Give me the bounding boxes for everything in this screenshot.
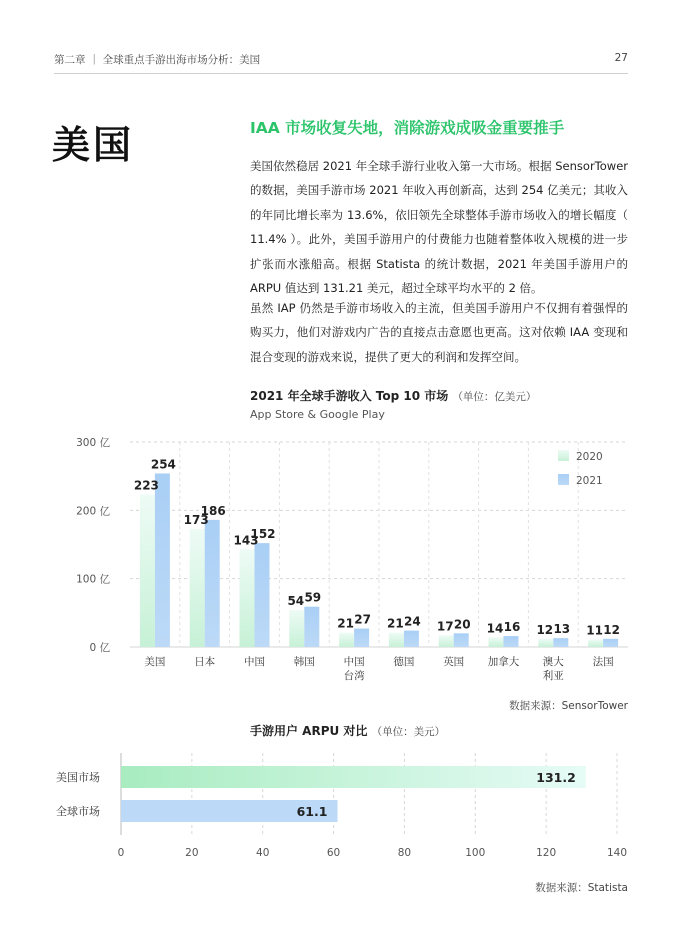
- x-tick-label: [488, 655, 520, 668]
- revenue-chart-title-text: 2021 年全球手游收入 Top 10 市场: [250, 389, 449, 403]
- x-tick-label: [344, 655, 365, 682]
- legend-label-2021: 2021: [576, 475, 603, 487]
- x-tick-label-line: 中国: [343, 656, 365, 668]
- bar-2021: [504, 636, 519, 647]
- x-tick-label-line: 台湾: [343, 670, 365, 682]
- bar-2021: [304, 607, 319, 647]
- x-tick-label: [144, 655, 165, 668]
- x-tick-label: 20: [185, 847, 199, 859]
- bar-2021: [553, 638, 568, 647]
- x-tick-label: 120: [536, 847, 557, 859]
- bar-2021: [205, 520, 220, 647]
- revenue-chart-unit: （单位：亿美元）: [452, 391, 537, 403]
- legend-swatch-2020: [558, 450, 569, 461]
- x-tick-label-line: 加拿大: [487, 656, 520, 668]
- body-paragraph-2: 虽然 IAP 仍然是手游市场收入的主流，但美国手游用户不仅拥有着强悍的购买力，他们对游戏内广告的直接点击意愿也更高。这对依赖 IAA 变现和混合变现的游戏来说，提供了更大的利润和发挥空间。: [250, 301, 628, 364]
- x-tick-label-line: 澳大: [542, 656, 564, 668]
- arpu-chart-title-text: 手游用户 ARPU 对比: [250, 724, 368, 738]
- revenue-chart-title: [250, 387, 536, 404]
- x-tick-label: [593, 655, 614, 668]
- y-tick-label: 0 亿: [89, 642, 110, 654]
- x-tick-label: [194, 655, 215, 668]
- x-tick-label: [294, 655, 315, 668]
- category-label: 全球市场: [56, 805, 100, 818]
- bar-2021: [155, 473, 170, 647]
- data-label-2021: 59: [304, 590, 322, 605]
- x-tick-label-line: 利亚: [542, 670, 564, 682]
- bar-2021: [454, 633, 469, 647]
- x-tick-label: 80: [397, 847, 412, 859]
- data-label-2020: 223: [133, 478, 159, 493]
- data-label-2021: 27: [354, 612, 371, 627]
- bar-2020: [389, 633, 404, 647]
- legend-label-2020: 2020: [576, 451, 603, 463]
- x-tick-label: [244, 655, 265, 668]
- arpu-chart-unit: （单位：美元）: [371, 726, 446, 738]
- data-label-2021: 20: [453, 617, 471, 632]
- category-label: 美国市场: [56, 771, 100, 784]
- data-label-2020: 21: [387, 616, 404, 631]
- bar-2021: [603, 639, 618, 647]
- bar-2020: [190, 529, 205, 647]
- bar-2020: [439, 635, 454, 647]
- x-tick-label: 0: [117, 847, 125, 859]
- bar-2020: [588, 639, 603, 647]
- data-label-2020: 54: [287, 594, 305, 609]
- data-label-2021: 24: [404, 614, 421, 629]
- x-tick-label-line: 美国: [144, 656, 166, 668]
- revenue-chart-subtitle: App Store & Google Play: [250, 408, 385, 421]
- data-label-2020: 143: [233, 533, 259, 548]
- page-title: 美国: [52, 123, 135, 167]
- x-tick-label: 100: [465, 847, 486, 859]
- data-label-2020: 173: [183, 512, 209, 527]
- revenue-bar-chart: [40, 428, 640, 688]
- data-label-2020: 11: [586, 623, 603, 638]
- bar-2020: [538, 639, 553, 647]
- data-label-2021: 186: [200, 503, 226, 518]
- x-tick-label-line: 德国: [393, 656, 415, 668]
- data-label-2021: 254: [150, 457, 176, 472]
- data-label-2021: 16: [503, 620, 521, 635]
- x-tick-label-line: 日本: [194, 656, 216, 668]
- bar-2020: [489, 637, 504, 647]
- data-label-2020: 12: [536, 622, 554, 637]
- page-header: [54, 52, 628, 66]
- legend-swatch-2021: [558, 474, 569, 485]
- x-tick-label: [543, 655, 564, 682]
- bar-2020: [289, 610, 304, 647]
- x-tick-label: [443, 655, 464, 668]
- bar-2020: [339, 633, 354, 647]
- x-tick-label: [393, 655, 414, 668]
- arpu-bar-chart: [40, 745, 640, 870]
- x-tick-label: 140: [606, 847, 628, 859]
- data-label-2020: 21: [337, 616, 354, 631]
- x-tick-label: 60: [326, 847, 341, 859]
- bar-2020: [140, 495, 155, 647]
- x-tick-label-line: 法国: [592, 656, 614, 668]
- x-tick-label-line: 中国: [244, 656, 265, 668]
- section-subtitle: IAA 市场收复失地，消除游戏成吸金重要推手: [250, 119, 565, 137]
- bar-2020: [240, 549, 255, 647]
- x-tick-label-line: 英国: [443, 656, 465, 668]
- bar-2021: [255, 543, 270, 647]
- page-number: 27: [614, 52, 628, 64]
- y-tick-label: 300 亿: [76, 437, 110, 449]
- revenue-chart-source: 数据来源：SensorTower: [509, 700, 628, 712]
- arpu-bar: [121, 766, 586, 788]
- y-tick-label: 200 亿: [76, 505, 110, 518]
- x-tick-label-line: 韩国: [293, 656, 315, 668]
- data-label-2020: 14: [486, 621, 504, 636]
- arpu-chart-source: 数据来源：Statista: [535, 882, 628, 894]
- data-label-2021: 13: [553, 622, 571, 637]
- body-paragraph-1: 美国依然稳居 2021 年全球手游行业收入第一大市场。根据 SensorTower 的数据，美国手游市场 2021 年收入再创新高，达到 254 亿美元；其收入的年同比增长率为 13.6%，依旧领先全球整体手游市场收入的增长幅度（ 11.4% ）。此外，美国手游用户的付费能力也随着整体收入规模的进一步扩张而水涨船高。根据 Statista 的统计数据，2021 年美国手游用户的 ARPU 值达到 131.21 美元，超过全球平均水平的 2 倍。: [250, 159, 628, 296]
- arpu-chart-title: [250, 722, 445, 739]
- y-tick-label: 100 亿: [76, 573, 110, 586]
- arpu-value-label: 61.1: [296, 804, 328, 819]
- bar-2021: [354, 629, 369, 647]
- arpu-value-label: 131.2: [536, 770, 576, 785]
- x-tick-label: 40: [256, 847, 270, 859]
- data-label-2021: 152: [250, 527, 276, 542]
- data-label-2021: 12: [603, 622, 620, 637]
- data-label-2020: 17: [436, 619, 454, 634]
- chapter-title: 第二章 ｜ 全球重点手游出海市场分析：美国: [54, 54, 261, 66]
- bar-2021: [404, 631, 419, 647]
- header-divider: [54, 73, 628, 74]
